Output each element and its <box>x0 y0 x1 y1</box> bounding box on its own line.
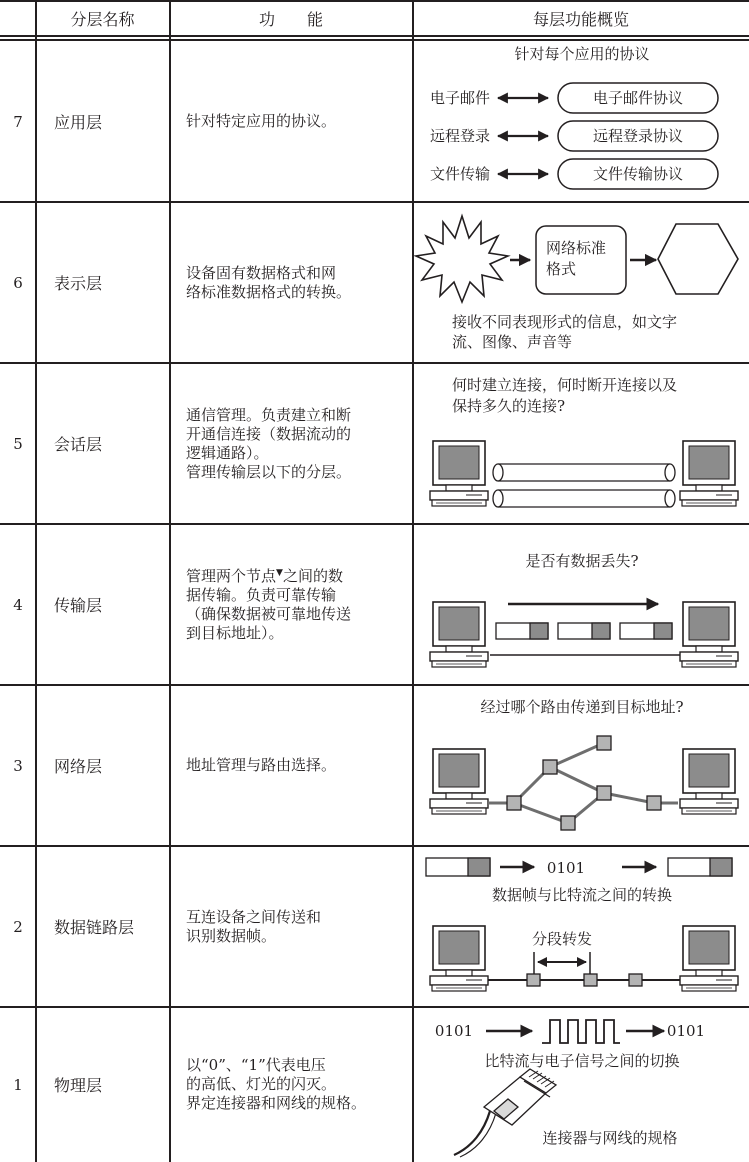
overview-caption-line1: 何时建立连接，何时断开连接以及 <box>452 376 678 394</box>
computer-icon <box>430 926 488 991</box>
computer-icon <box>680 926 738 991</box>
hexagon-icon <box>658 224 738 294</box>
data-frame <box>426 858 490 876</box>
rj45-connector-icon <box>454 1069 556 1157</box>
switch-node <box>629 974 642 986</box>
protocol-pair <box>430 121 718 151</box>
computer-icon <box>430 749 488 814</box>
protocol-pair <box>430 159 718 189</box>
layer-name: 网络层 <box>54 757 103 776</box>
overview-caption: 是否有数据丢失? <box>525 552 639 570</box>
protocol-label: 远程登录协议 <box>592 127 684 145</box>
overview-caption: 比特流与电子信号之间的切换 <box>484 1052 680 1070</box>
layer-name: 数据链路层 <box>54 918 135 937</box>
layer-name: 传输层 <box>54 596 103 615</box>
segment-forward-label: 分段转发 <box>531 930 593 948</box>
router-node <box>597 786 611 800</box>
standard-format-line1: 网络标准 <box>546 239 607 257</box>
bit-stream-in-label: 0101 <box>434 1022 474 1040</box>
function-text-part2: 之间的数 据传输。负责可靠传输 （确保数据被可靠地传送 到目标地址）。 <box>186 566 352 642</box>
starburst-icon <box>416 216 508 302</box>
transport-layer-illustration <box>414 524 749 685</box>
layer-number: 2 <box>13 917 23 936</box>
overview-caption-line2: 流、图像、声音等 <box>452 333 573 351</box>
computer-icon <box>430 602 488 667</box>
switch-node <box>527 974 540 986</box>
connector-caption: 连接器与网线的规格 <box>542 1129 678 1147</box>
layer-function: 通信管理。负责建立和断 开通信连接（数据流动的 逻辑通路）。 管理传输层以下的分层。 <box>186 405 352 481</box>
layer-number: 7 <box>13 112 23 131</box>
overview-caption-line2: 保持多久的连接? <box>452 397 566 415</box>
layer-function: 互连设备之间传送和 识别数据帧。 <box>186 907 322 945</box>
bit-stream-out-label: 0101 <box>666 1022 706 1040</box>
overview-caption-line1: 接收不同表现形式的信息，如文字 <box>452 313 678 331</box>
application-label: 电子邮件 <box>430 89 491 107</box>
layer-name: 应用层 <box>54 113 103 132</box>
computer-icon <box>680 602 738 667</box>
data-link-layer-illustration <box>414 846 749 1007</box>
router-node <box>543 760 557 774</box>
layer-function: 地址管理与路由选择。 <box>186 756 337 774</box>
header-function: 功 能 <box>170 0 413 36</box>
connection-tube <box>493 464 675 481</box>
footnote-mark: ▼ <box>276 567 283 578</box>
header-rule-upper <box>0 35 749 37</box>
standard-format-line2: 格式 <box>546 260 577 278</box>
route-links <box>488 743 678 823</box>
application-label: 远程登录 <box>430 127 491 145</box>
overview-caption: 针对每个应用的协议 <box>514 45 650 63</box>
protocol-label: 电子邮件协议 <box>592 89 684 107</box>
function-text-part1: 管理两个节点 <box>186 566 277 585</box>
overview-caption: 经过哪个路由传递到目标地址? <box>480 698 684 716</box>
layer-name: 会话层 <box>54 435 103 454</box>
layer-name: 物理层 <box>54 1076 103 1095</box>
layer-function: 设备固有数据格式和网 络标准数据格式的转换。 <box>186 263 352 301</box>
router-node <box>597 736 611 750</box>
header-layer-name: 分层名称 <box>36 0 170 36</box>
computer-icon <box>680 749 738 814</box>
layer-number: 5 <box>13 434 23 453</box>
layer-number: 6 <box>13 273 23 292</box>
data-packet <box>620 623 672 639</box>
table-top-rule <box>0 0 749 2</box>
router-node <box>561 816 575 830</box>
application-label: 文件传输 <box>430 165 491 183</box>
layer-function <box>170 524 413 685</box>
square-wave-icon <box>542 1020 620 1043</box>
protocol-label: 文件传输协议 <box>592 165 684 183</box>
connection-tube <box>493 490 675 507</box>
physical-layer-illustration <box>414 1007 749 1162</box>
presentation-layer-illustration <box>414 202 749 363</box>
data-frame <box>668 858 732 876</box>
session-layer-illustration <box>414 363 749 524</box>
bit-stream-label: 0101 <box>546 859 586 877</box>
computer-icon <box>680 441 738 506</box>
overview-caption: 数据帧与比特流之间的转换 <box>491 886 673 904</box>
switch-node <box>584 974 597 986</box>
protocol-pair <box>430 83 718 113</box>
header-number <box>0 0 36 36</box>
layer-number: 4 <box>13 595 23 614</box>
network-layer-illustration <box>414 685 749 846</box>
header-overview: 每层功能概览 <box>532 9 629 29</box>
layer-number: 1 <box>13 1075 23 1094</box>
application-layer-illustration <box>414 41 749 202</box>
layer-function: 以“0”、“1”代表电压 的高低、灯光的闪灭。 界定连接器和网线的规格。 <box>186 1056 367 1112</box>
data-packet <box>558 623 610 639</box>
data-packet <box>496 623 548 639</box>
layer-name: 表示层 <box>54 274 103 293</box>
layer-number: 3 <box>13 756 23 775</box>
router-node <box>647 796 661 810</box>
computer-icon <box>430 441 488 506</box>
layer-function: 针对特定应用的协议。 <box>186 112 337 130</box>
router-node <box>507 796 521 810</box>
